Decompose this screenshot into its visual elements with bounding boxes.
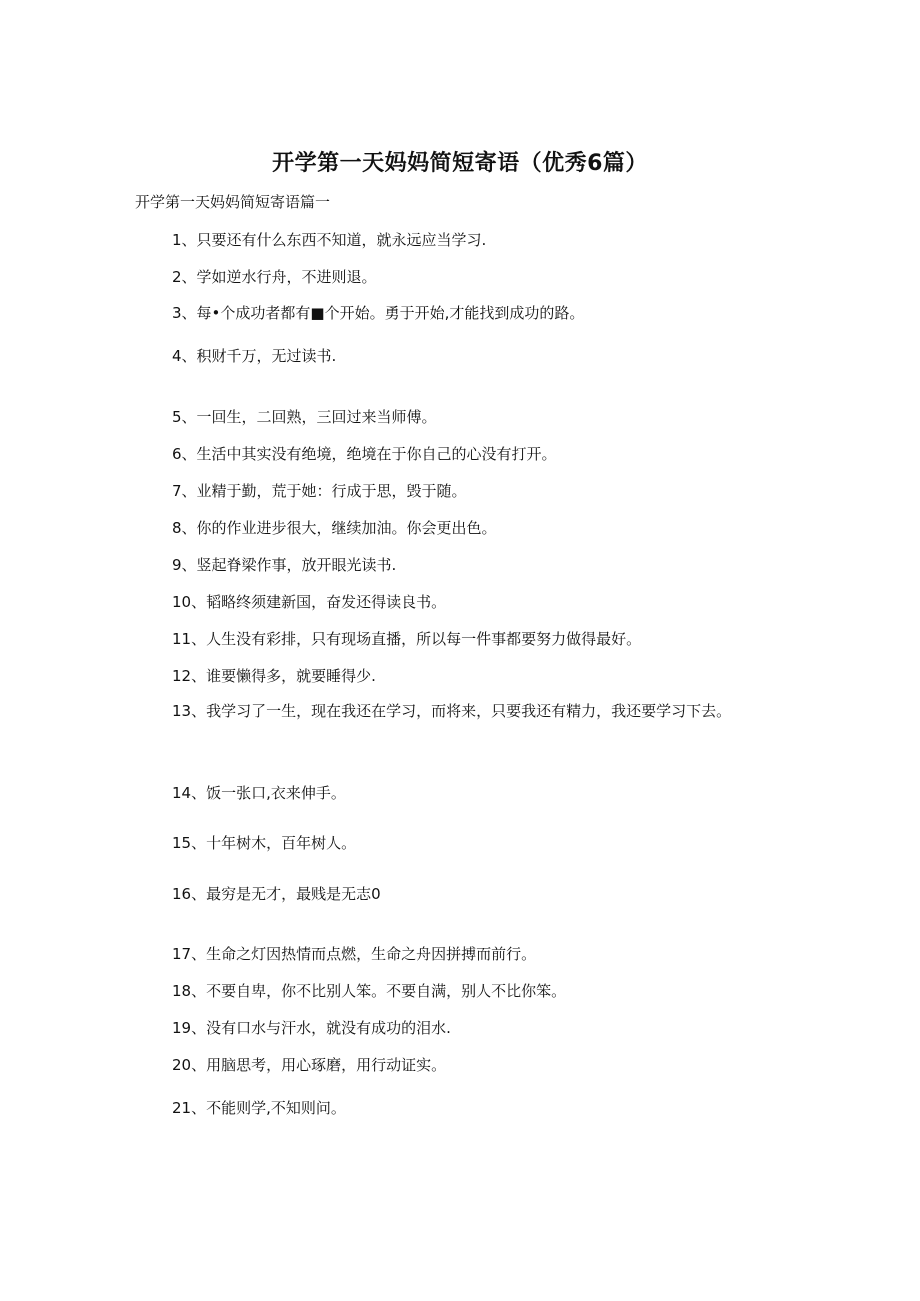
list-item: 14、饭一张口,衣来伸手。 [172,784,346,802]
list-item: 8、你的作业进步很大，继续加油。你会更出色。 [172,519,497,537]
list-item: 15、十年树木，百年树人。 [172,834,357,852]
list-item: 11、人生没有彩排，只有现场直播，所以每一件事都要努力做得最好。 [172,630,642,648]
list-item-wrapped: 13、我学习了一生，现在我还在学习，而将来，只要我还有精力，我还要学习下去。 [172,702,732,720]
list-item: 10、韬略终须建新国，奋发还得读良书。 [172,593,447,611]
list-item: 3、每•个成功者都有■个开始。勇于开始,才能找到成功的路。 [172,304,585,322]
list-item: 4、积财千万，无过读书. [172,347,337,365]
list-item: 2、学如逆水行舟，不进则退。 [172,268,377,286]
list-item: 17、生命之灯因热情而点燃，生命之舟因拼搏而前行。 [172,945,537,963]
list-item: 7、业精于勤，荒于她：行成于思，毁于随。 [172,482,467,500]
list-item: 1、只要还有什么东西不知道，就永远应当学习. [172,231,487,249]
list-item: 19、没有口水与汗水，就没有成功的泪水. [172,1019,451,1037]
list-item: 5、一回生，二回熟，三回过来当师傅。 [172,408,437,426]
list-item: 20、用脑思考，用心琢磨，用行动证实。 [172,1056,447,1074]
list-item: 12、谁要懒得多，就要睡得少. [172,667,376,685]
list-item: 16、最穷是无才，最贱是无志0 [172,885,381,903]
list-item: 21、不能则学,不知则问。 [172,1099,346,1117]
section-heading: 开学第一天妈妈简短寄语篇一 [135,193,331,211]
list-item: 6、生活中其实没有绝境，绝境在于你自己的心没有打开。 [172,445,557,463]
list-item: 9、竖起脊梁作事，放开眼光读书. [172,556,397,574]
document-title: 开学第一天妈妈简短寄语（优秀6篇） [272,151,648,176]
list-item: 18、不要自卑，你不比别人笨。不要自满，别人不比你笨。 [172,982,567,1000]
